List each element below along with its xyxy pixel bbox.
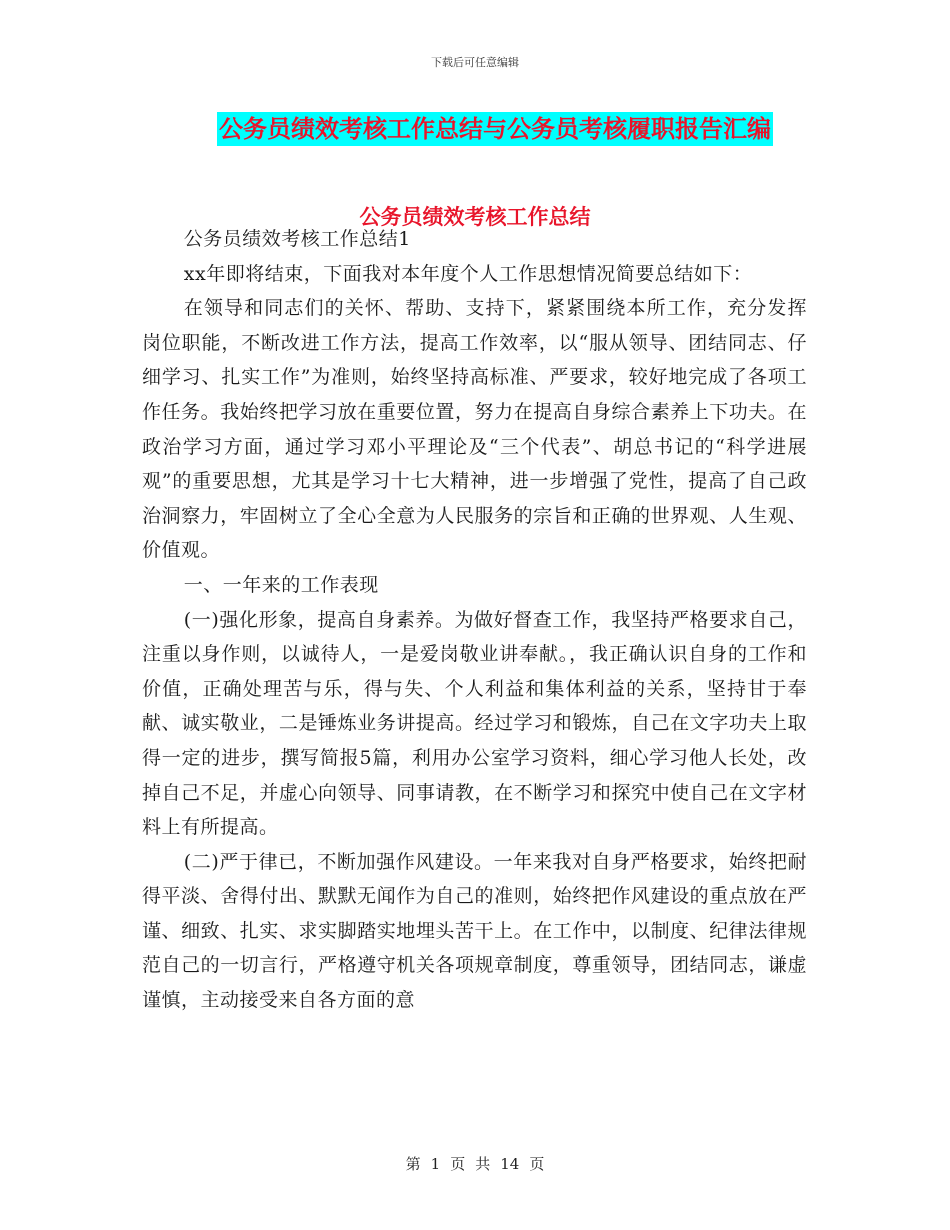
footer-page-word: 页 — [450, 1155, 466, 1173]
document-body — [142, 222, 807, 1018]
body-paragraph: (一)强化形象，提高自身素养。为做好督查工作，我坚持严格要求自己，注重以身作则，以诚待人，一是爱岗敬业讲奉献。，我正确认识自身的工作和价值，正确处理苦与乐，得与失、个人利益和集体利益的关系，坚持甘于奉献、诚实敬业，二是锤炼业务讲提高。经过学习和锻炼，自己在文字功夫上取得一定的进步，撰写简报5篇，利用办公室学习资料，细心学习他人长处，改掉自己不足，并虚心向领导、同事请教，在不断学习和探究中使自己在文字材料上有所提高。 — [142, 608, 807, 839]
footer-total-pages: 14 — [500, 1155, 520, 1173]
header-note: 下载后可任意编辑 — [431, 56, 519, 69]
section-heading: 公务员绩效考核工作总结1 — [183, 228, 411, 250]
footer-page-prefix: 第 — [405, 1155, 421, 1173]
intro-paragraph: xx年即将结束，下面我对本年度个人工作思想情况简要总结如下： — [183, 262, 753, 285]
main-title-container — [0, 112, 950, 146]
body-paragraph: 在领导和同志们的关怀、帮助、支持下，紧紧围绕本所工作，充分发挥岗位职能，不断改进工作方法，提高工作效率，以“服从领导、团结同志、仔细学习、扎实工作”为准则，始终坚持高标准、严要求，较好地完成了各项工作任务。我始终把学习放在重要位置，努力在提高自身综合素养上下功夫。在政治学习方面，通过学习邓小平理论及“三个代表”、胡总书记的“科学进展观”的重要思想，尤其是学习十七大精神，进一步增强了党性，提高了自己政治洞察力，牢固树立了全心全意为人民服务的宗旨和正确的世界观、人生观、价值观。 — [142, 297, 807, 562]
page-footer — [0, 1153, 950, 1174]
footer-page-number: 1 — [430, 1155, 441, 1173]
footer-total-word: 页 — [529, 1155, 545, 1173]
sub-title: 公务员绩效考核工作总结 — [359, 205, 591, 229]
main-title: 公务员绩效考核工作总结与公务员考核履职报告汇编 — [217, 112, 773, 146]
footer-total-prefix: 共 — [475, 1155, 491, 1173]
body-paragraph: (二)严于律已，不断加强作风建设。一年来我对自身严格要求，始终把耐得平淡、舍得付出、默默无闻作为自己的准则，始终把作风建设的重点放在严谨、细致、扎实、求实脚踏实地埋头苦干上。在工作中，以制度、纪律法律规范自己的一切言行，严格遵守机关各项规章制度，尊重领导，团结同志，谦虚谨慎，主动接受来自各方面的意 — [142, 850, 807, 1012]
section-heading: 一、一年来的工作表现 — [183, 573, 379, 596]
